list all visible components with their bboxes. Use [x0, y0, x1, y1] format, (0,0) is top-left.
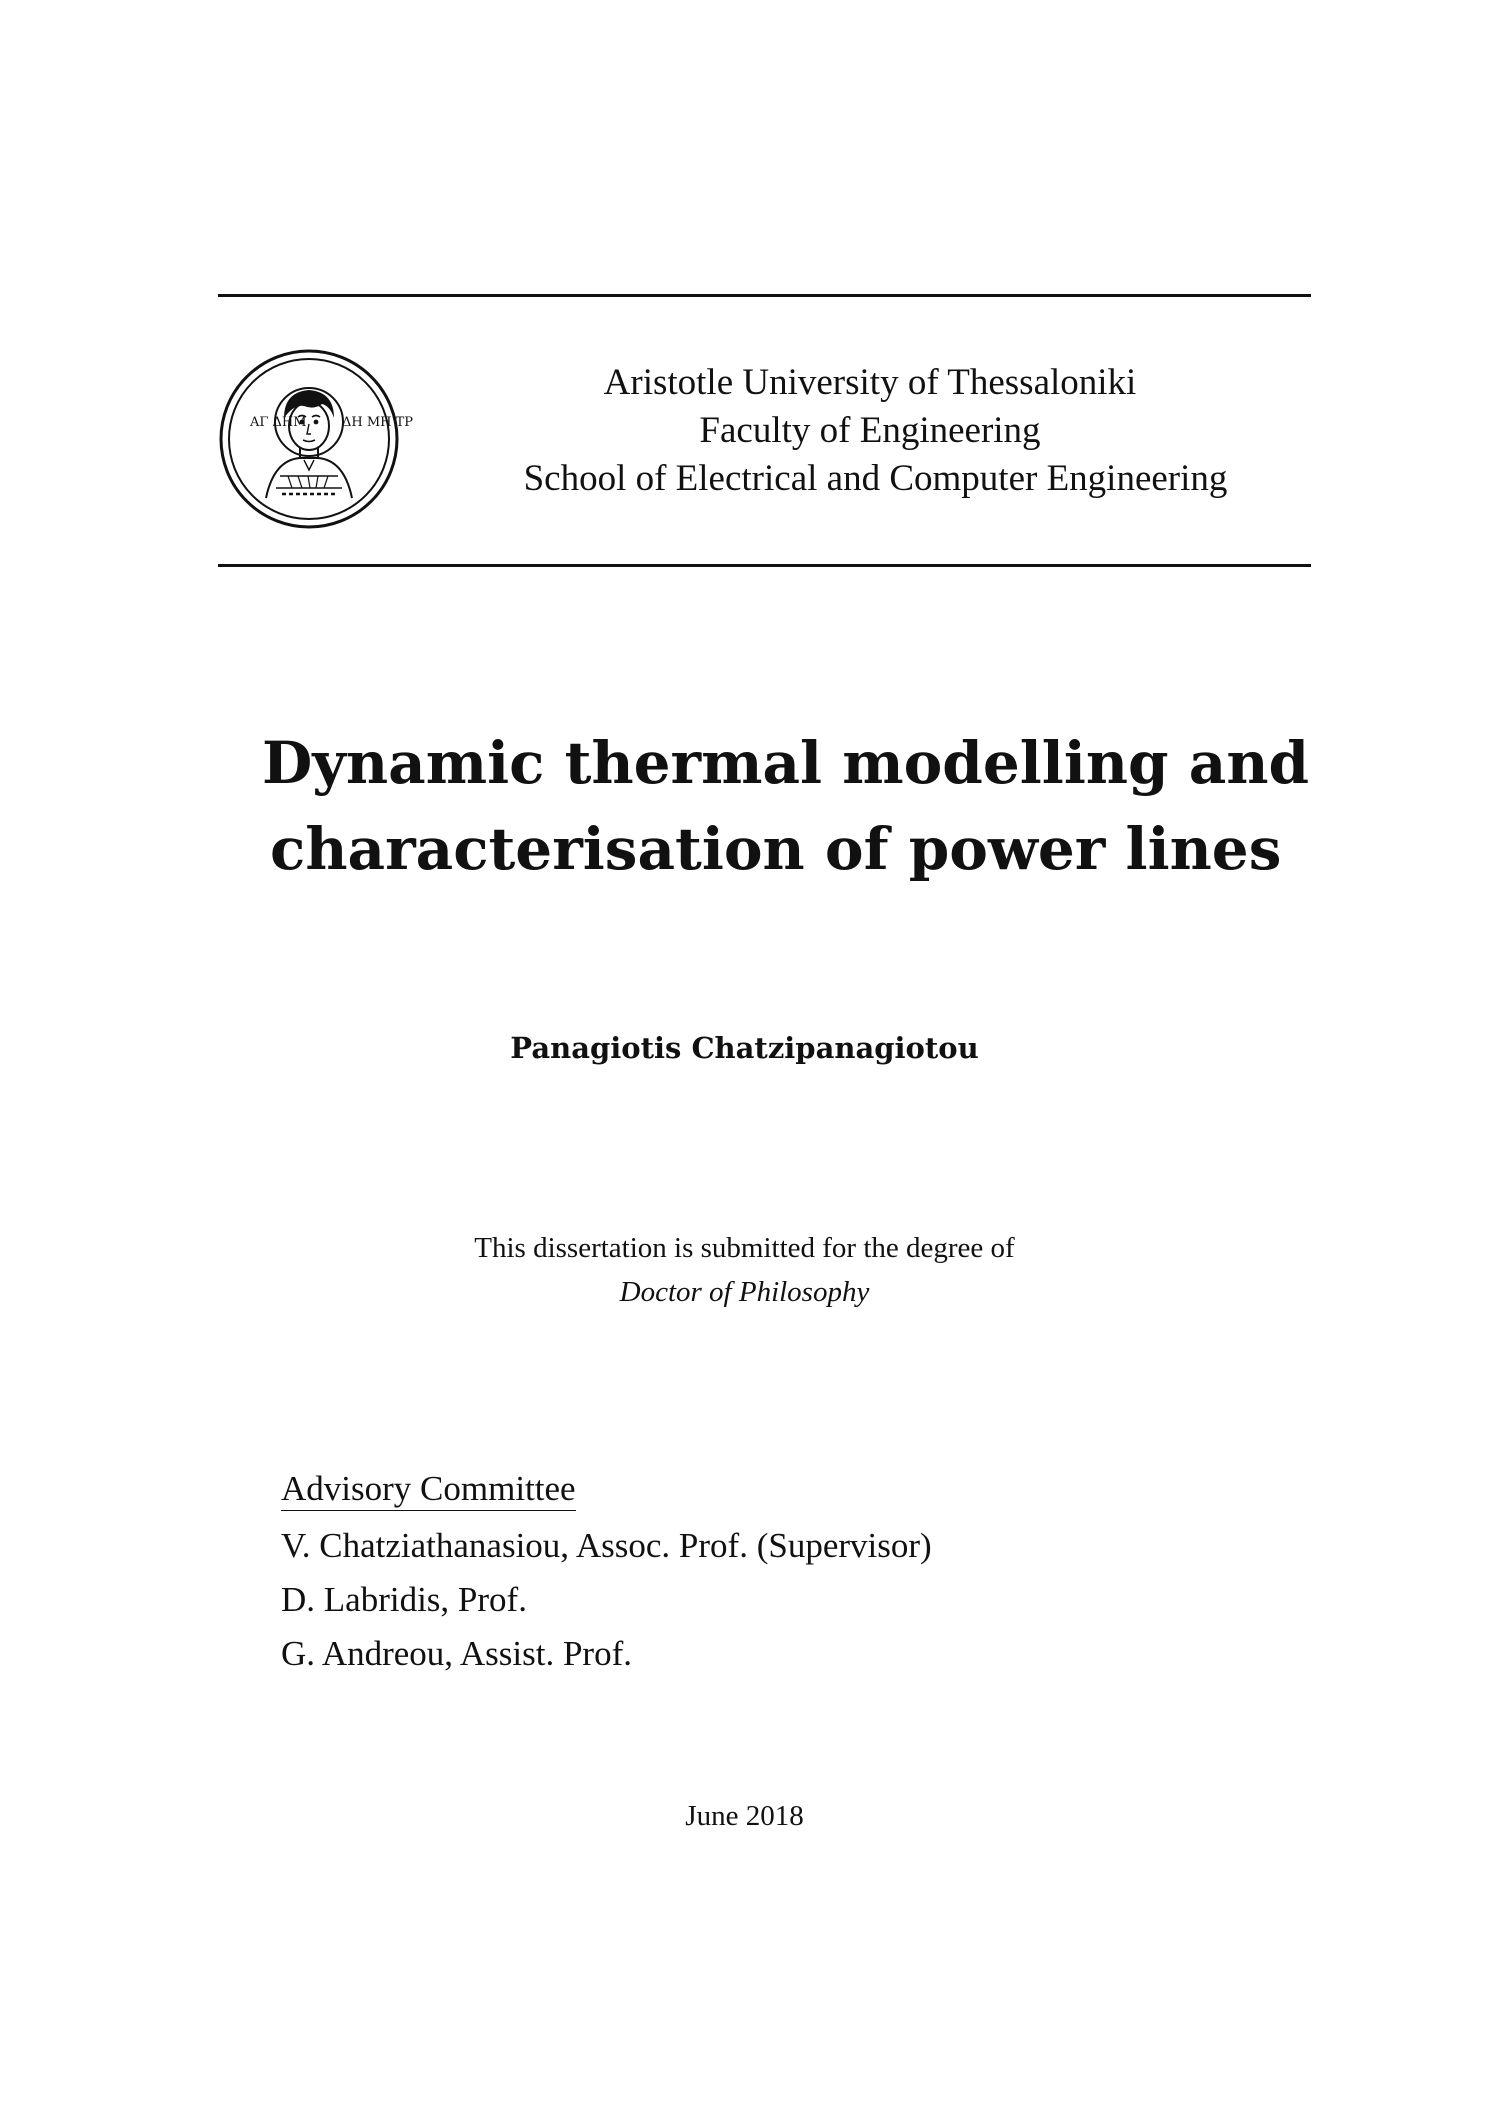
degree-statement	[0, 1226, 1489, 1314]
committee-heading: Advisory Committee	[281, 1468, 576, 1511]
submission-date: June 2018	[685, 1800, 804, 1832]
faculty-name: Faculty of Engineering	[699, 410, 1041, 451]
bottom-rule	[218, 564, 1311, 567]
title-line-1: Dynamic thermal modelling and	[262, 729, 1310, 797]
top-rule	[218, 294, 1311, 297]
dissertation-title	[240, 720, 1310, 892]
committee-member: V. Chatziathanasiou, Assoc. Prof. (Supervisor)	[281, 1526, 932, 1565]
university-name: Aristotle University of Thessaloniki	[603, 362, 1137, 403]
title-line-2: characterisation of power lines	[270, 815, 1282, 883]
svg-text:ΔΗ ΜΗ ΤΡ: ΔΗ ΜΗ ΤΡ	[342, 415, 414, 430]
degree-intro: This dissertation is submitted for the degree of	[474, 1232, 1015, 1264]
school-name: School of Electrical and Computer Engineering	[523, 458, 1228, 499]
committee-member: G. Andreou, Assist. Prof.	[281, 1634, 632, 1673]
advisory-committee	[281, 1462, 1181, 1681]
svg-text:ΑΓ ΔΗΜ: ΑΓ ΔΗΜ	[250, 415, 307, 430]
author-name: Panagiotis Chatzipanagiotou	[510, 1031, 979, 1065]
committee-member: D. Labridis, Prof.	[281, 1580, 527, 1619]
degree-name: Doctor of Philosophy	[619, 1276, 870, 1308]
university-seal-icon	[218, 348, 414, 530]
